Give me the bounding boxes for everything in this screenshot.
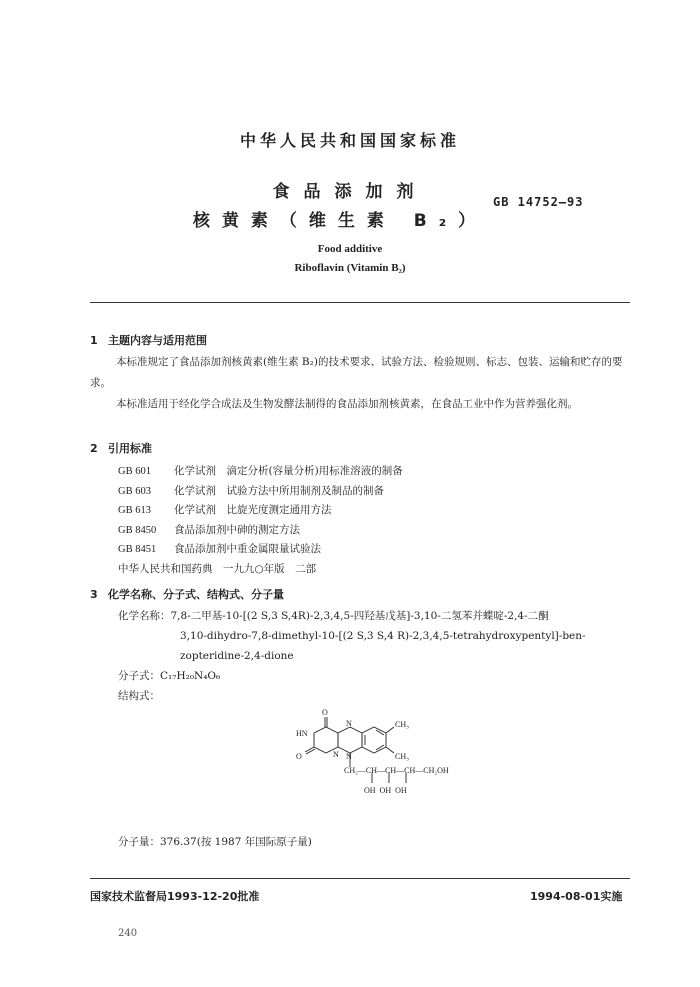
- reference-item: [118, 521, 403, 541]
- atom-o-left: O: [296, 752, 302, 761]
- atom-n-left: N: [333, 750, 339, 759]
- structure-label: 结构式：: [118, 690, 160, 702]
- section-title: 引用标准: [108, 442, 152, 455]
- reference-text: 食品添加剂中砷的测定方法: [174, 523, 300, 536]
- section-1-heading: [90, 332, 207, 348]
- section-number: 2: [90, 442, 98, 455]
- reference-code: GB 603: [118, 485, 151, 497]
- atom-o-top: O: [322, 708, 328, 717]
- reference-text: 中华人民共和国药典 一九九○年版 二部: [118, 562, 317, 575]
- molecular-weight-label: 分子量：: [118, 836, 160, 848]
- chemical-name-row: [118, 606, 630, 626]
- implementation-date: 1994-08-01实施: [530, 890, 623, 903]
- section-number: 3: [90, 588, 98, 601]
- section-1-paragraph-1: 本标准规定了食品添加剂核黄素(维生素 B₂)的技术要求、试验方法、检验规则、标志、包装、运输和贮存的要求。: [90, 356, 623, 389]
- footer-rule: [90, 878, 630, 879]
- atom-n-top: N: [346, 719, 352, 728]
- riboflavin-structure: [280, 705, 480, 825]
- chemical-name-cn: 7,8-二甲基-10-[(2 S,3 S,4R)-2,3,4,5-四羟基戊基]-3,10-二氢苯并蝶啶-2,4-二酮: [170, 610, 549, 622]
- section-title: 化学名称、分子式、结构式、分子量: [108, 588, 284, 601]
- molecular-weight-row: [118, 832, 630, 852]
- chemical-name-label: 化学名称：: [118, 610, 171, 622]
- section-number: 1: [90, 334, 98, 347]
- reference-text: 化学试剂 比旋光度测定通用方法: [174, 504, 332, 516]
- english-title: Food additive: [317, 243, 383, 255]
- reference-item: [118, 540, 403, 560]
- section-title: 主题内容与适用范围: [108, 334, 207, 347]
- chemical-name-en-2: zopteridine-2,4-dione: [180, 650, 294, 662]
- english-subtitle: Riboflavin (Vitamin B₂): [294, 262, 406, 274]
- molecular-weight-value: 376.37(按 1987 年国际原子量): [160, 836, 312, 848]
- section-3-heading: [90, 586, 284, 602]
- atom-ch3-top: CH₃: [395, 720, 409, 729]
- reference-text: 食品添加剂中重金属限量试验法: [174, 543, 321, 555]
- reference-code: GB 8451: [118, 544, 157, 555]
- reference-item: [118, 482, 403, 502]
- atom-n-bottom: N: [346, 752, 352, 761]
- national-standard-heading: 中华人民共和国国家标准: [239, 131, 460, 150]
- formula-label: 分子式：: [118, 670, 160, 682]
- side-chain: CH₂—CH—CH—CH—CH₂OH: [344, 766, 449, 775]
- standard-number: GB 14752—93: [493, 195, 584, 209]
- header-rule: [90, 302, 630, 303]
- reference-list: [118, 462, 403, 578]
- formula-value: C₁₇H₂₀N₄O₆: [160, 670, 221, 682]
- reference-code: GB 601: [118, 466, 151, 477]
- chemical-name-en-1: 3,10-dihydro-7,8-dimethyl-10-[(2 S,3 S,4 R)-2,3,4,5-tetrahydroxypentyl]-ben-: [180, 630, 586, 642]
- atom-ch3-bottom: CH₃: [395, 752, 409, 761]
- hydroxyl-row: OH OH OH: [364, 786, 407, 795]
- section-1-paragraph-2: 本标准适用于经化学合成法及生物发酵法制得的食品添加剂核黄素，在食品工业中作为营养强化剂。: [116, 398, 578, 410]
- reference-code: GB 613: [118, 505, 151, 516]
- reference-item: [118, 501, 403, 521]
- atom-hn: HN: [296, 729, 308, 738]
- document-subtitle: 核黄素（维生素 B₂）: [192, 211, 488, 231]
- reference-item: [118, 462, 403, 482]
- reference-code: GB 8450: [118, 524, 157, 536]
- reference-item: [118, 560, 403, 579]
- reference-text: 化学试剂 试验方法中所用制剂及制品的制备: [174, 484, 384, 497]
- approval-date: 国家技术监督局1993-12-20批准: [90, 890, 260, 903]
- formula-row: [118, 666, 630, 686]
- reference-text: 化学试剂 滴定分析(容量分析)用标准溶液的制备: [174, 465, 403, 477]
- page-number: 240: [118, 928, 138, 939]
- chemical-info: [118, 606, 630, 706]
- document-title: 食品添加剂: [272, 182, 428, 202]
- section-2-heading: [90, 440, 152, 456]
